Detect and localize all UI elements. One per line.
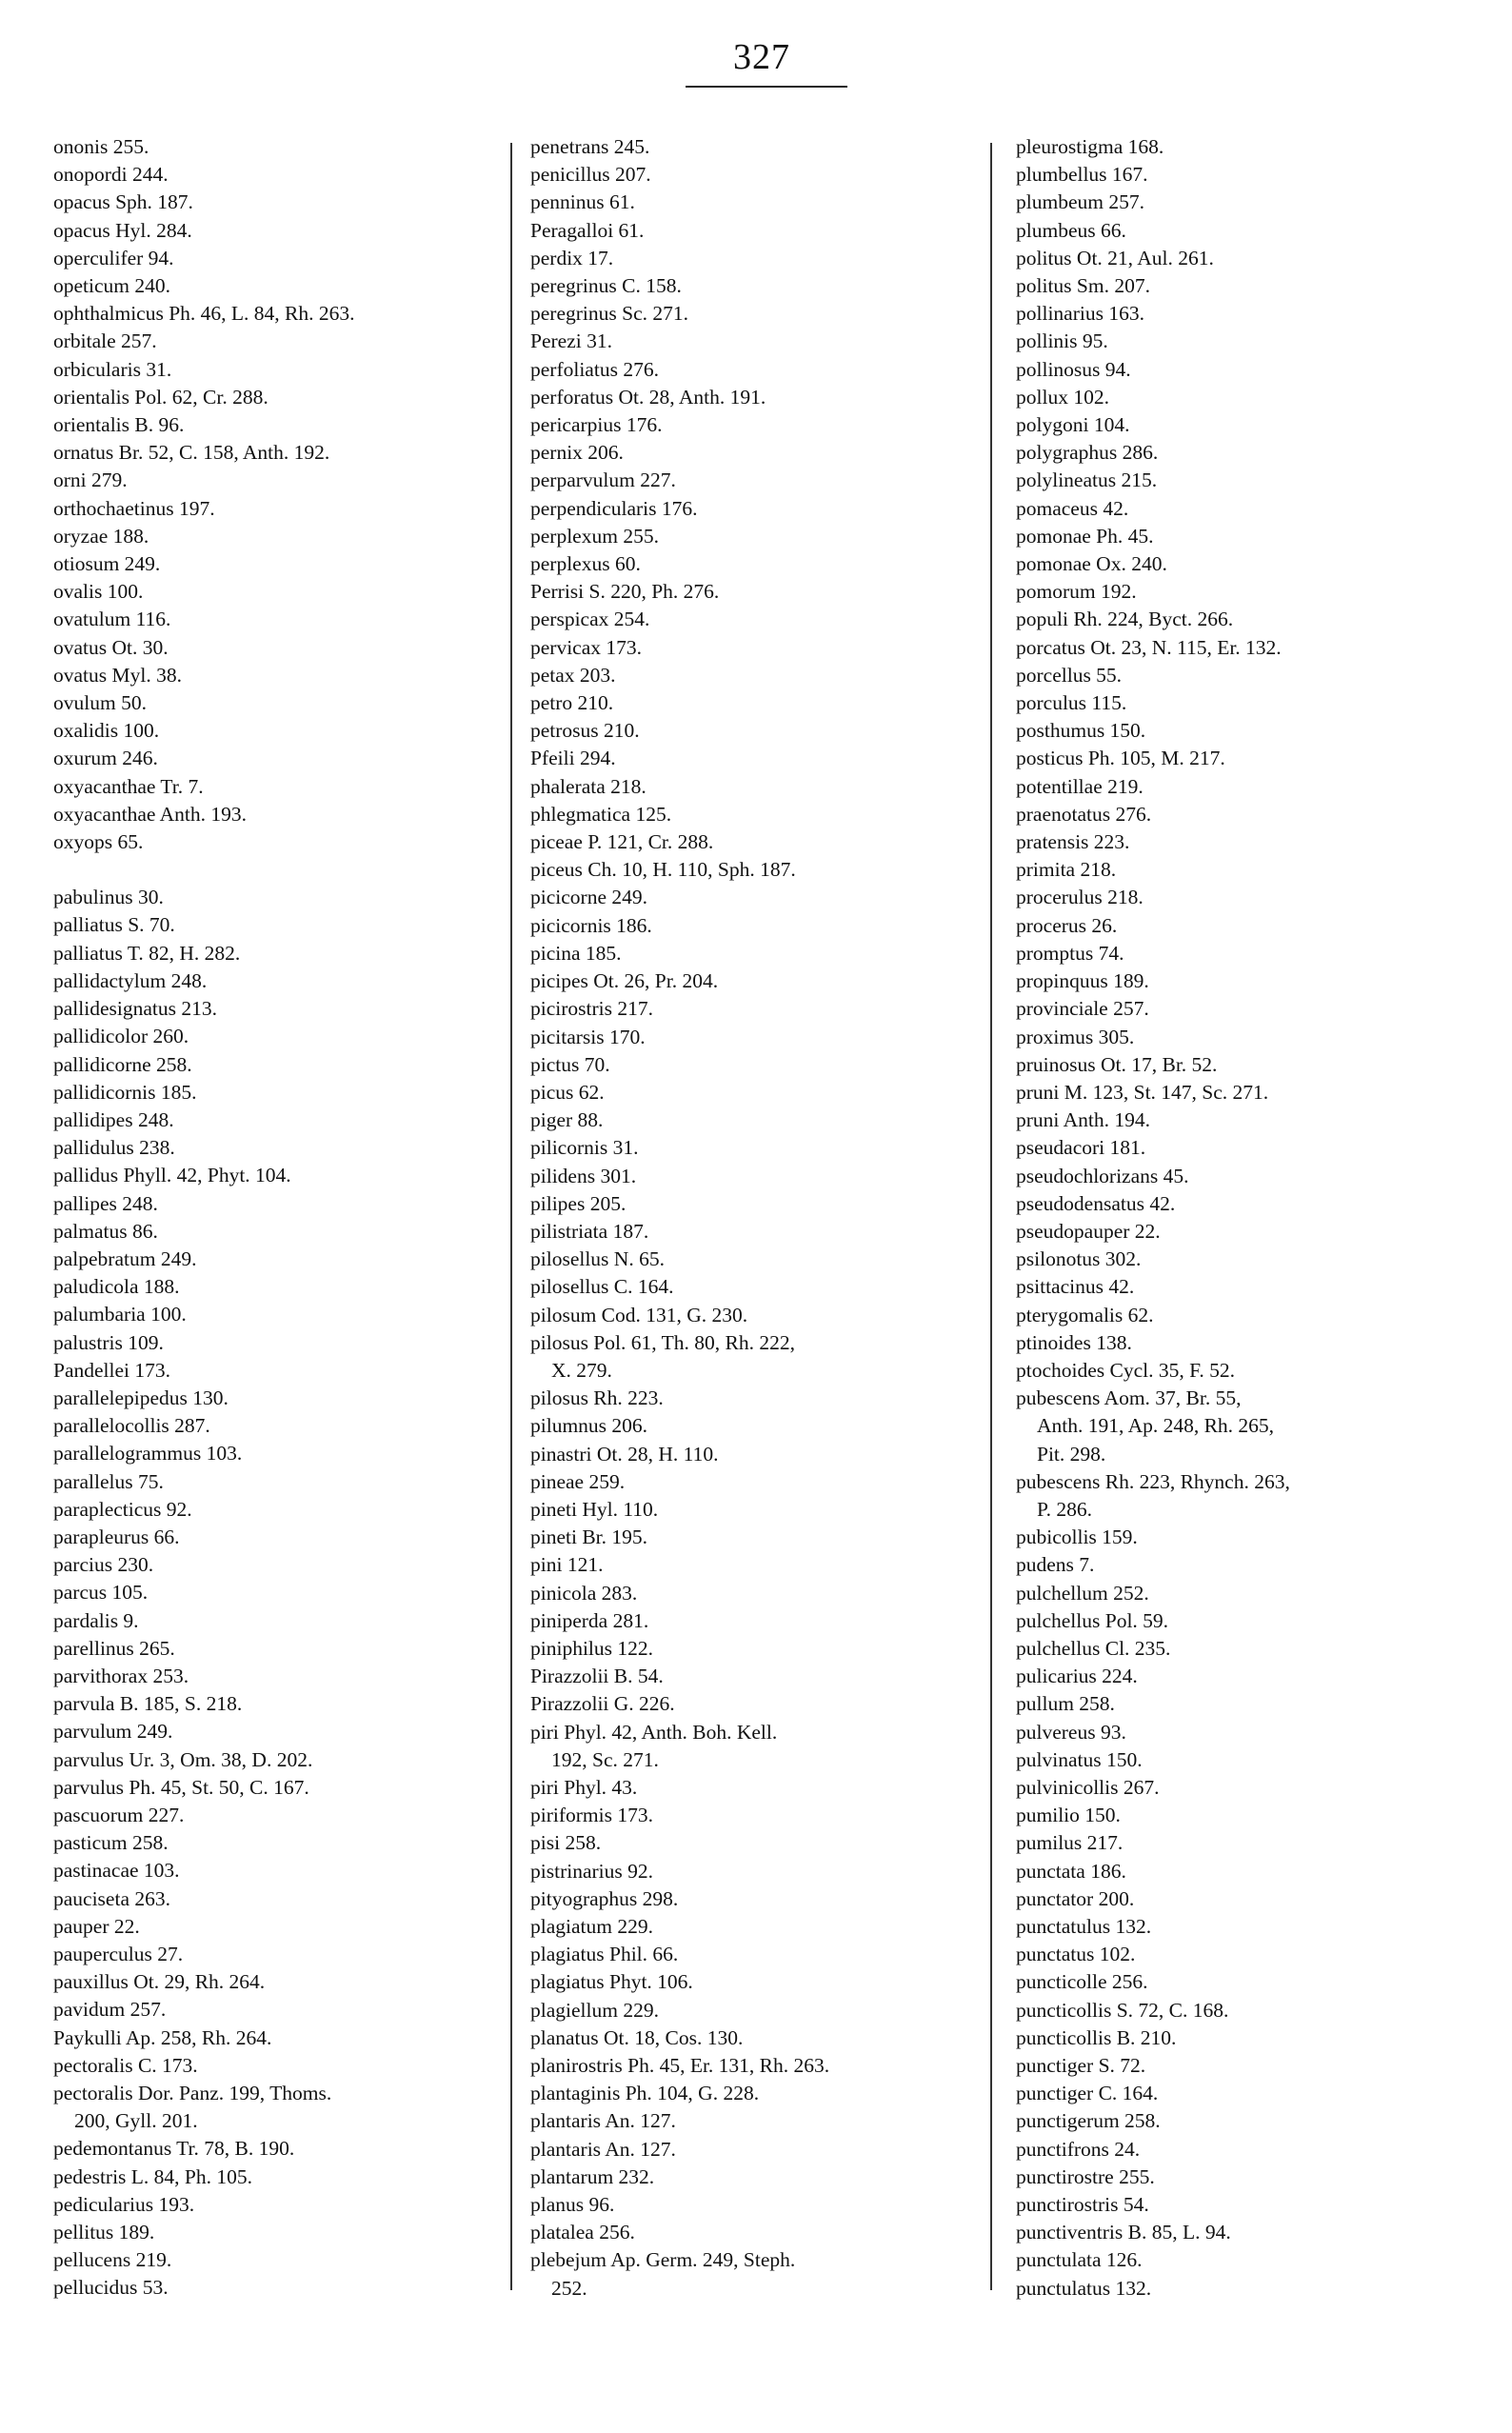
index-entry: pabulinus 30. xyxy=(53,886,164,909)
index-entry-continuation: X. 279. xyxy=(551,1358,612,1382)
index-entry: pauperculus 27. xyxy=(53,1943,184,1965)
index-entry: petrosus 210. xyxy=(530,719,640,743)
index-entry: plumbeus 66. xyxy=(1016,218,1126,242)
index-entry: pollinosus 94. xyxy=(1016,357,1131,381)
index-entry: plumbellus 167. xyxy=(1016,163,1148,187)
index-entry-continuation: 200, Gyll. 201. xyxy=(74,2109,198,2133)
index-entry: parapleurus 66. xyxy=(53,1525,180,1548)
index-entry: pallidicornis 185. xyxy=(53,1080,197,1104)
index-entry: piri Phyl. 43. xyxy=(530,1775,638,1799)
index-entry: procerulus 218. xyxy=(1016,886,1144,909)
index-entry: pollinis 95. xyxy=(1016,329,1108,353)
index-entry: pisi 258. xyxy=(530,1831,602,1855)
index-entry: pulvinatus 150. xyxy=(1016,1747,1143,1771)
index-entry: Perrisi S. 220, Ph. 276. xyxy=(530,580,720,604)
index-entry: potentillae 219. xyxy=(1016,774,1144,798)
index-entry: pineti Br. 195. xyxy=(530,1526,648,1549)
index-entry: orientalis Pol. 62, Cr. 288. xyxy=(53,385,269,409)
index-entry: pallidactylum 248. xyxy=(53,968,208,992)
index-entry: pardalis 9. xyxy=(53,1608,139,1632)
index-entry: pomaceus 42. xyxy=(1016,496,1129,520)
index-entry: porculus 115. xyxy=(1016,691,1127,715)
index-entry: pumilio 150. xyxy=(1016,1804,1121,1827)
index-entry-continuation: Pit. 298. xyxy=(1037,1442,1106,1466)
index-entry: palliatus T. 82, H. 282. xyxy=(53,941,241,965)
index-entry: piri Phyl. 42, Anth. Boh. Kell. xyxy=(530,1720,778,1744)
index-entry: psittacinus 42. xyxy=(1016,1275,1135,1299)
index-entry: piniphilus 122. xyxy=(530,1636,654,1660)
index-entry: planirostris Ph. 45, Er. 131, Rh. 263. xyxy=(530,2054,830,2078)
index-entry: Pfeili 294. xyxy=(530,747,616,770)
index-entry: planus 96. xyxy=(530,2193,615,2217)
index-entry: pratensis 223. xyxy=(1016,830,1130,854)
index-entry: pellucidus 53. xyxy=(53,2276,169,2300)
index-entry: peregrinus C. 158. xyxy=(530,274,682,298)
index-entry: pilipes 205. xyxy=(530,1191,627,1215)
index-entry: peregrinus Sc. 271. xyxy=(530,302,688,326)
index-entry: pulicarius 224. xyxy=(1016,1665,1138,1688)
index-entry: penetrans 245. xyxy=(530,135,650,158)
index-entry: puncticollis S. 72, C. 168. xyxy=(1016,1998,1229,2022)
index-entry: pallipes 248. xyxy=(53,1191,158,1215)
index-entry: pulvereus 93. xyxy=(1016,1720,1126,1744)
index-entry: pulchellum 252. xyxy=(1016,1581,1149,1605)
index-entry: pilidens 301. xyxy=(530,1164,637,1187)
index-entry: pubescens Aom. 37, Br. 55, xyxy=(1016,1386,1242,1410)
section-gap xyxy=(53,856,501,884)
index-column-3 xyxy=(1016,133,1492,2303)
index-entry: plebejum Ap. Germ. 249, Steph. xyxy=(530,2248,796,2272)
index-entry: pulchellus Pol. 59. xyxy=(1016,1608,1169,1632)
index-entry: punctiger S. 72. xyxy=(1016,2054,1146,2078)
index-entry: puncticollis B. 210. xyxy=(1016,2025,1177,2049)
index-entry: porcellus 55. xyxy=(1016,663,1123,687)
index-entry: pistrinarius 92. xyxy=(530,1859,653,1883)
index-entry: Pirazzolii B. 54. xyxy=(530,1665,664,1688)
index-entry: plantaginis Ph. 104, G. 228. xyxy=(530,2082,760,2105)
index-entry: petax 203. xyxy=(530,663,616,687)
index-entry: pilicornis 31. xyxy=(530,1136,639,1160)
index-entry: perpendicularis 176. xyxy=(530,496,698,520)
index-column-1 xyxy=(53,133,501,2303)
index-entry: Pirazzolii G. 226. xyxy=(530,1692,675,1716)
header-rule xyxy=(686,86,847,88)
index-entry: punctifrons 24. xyxy=(1016,2137,1141,2161)
index-entry: pallidus Phyll. 42, Phyt. 104. xyxy=(53,1164,291,1187)
index-entry: parallelogrammus 103. xyxy=(53,1442,243,1466)
index-entry: politus Ot. 21, Aul. 261. xyxy=(1016,246,1214,269)
index-entry: pseudopauper 22. xyxy=(1016,1219,1161,1243)
index-entry: piceus Ch. 10, H. 110, Sph. 187. xyxy=(530,858,796,882)
index-entry: procerus 26. xyxy=(1016,913,1118,937)
index-entry: picus 62. xyxy=(530,1080,605,1104)
index-entry: plagiellum 229. xyxy=(530,1998,659,2022)
index-entry: parvula B. 185, S. 218. xyxy=(53,1692,243,1716)
index-entry: porcatus Ot. 23, N. 115, Er. 132. xyxy=(1016,635,1282,659)
index-entry: politus Sm. 207. xyxy=(1016,274,1150,298)
index-entry: Pandellei 173. xyxy=(53,1358,171,1382)
index-entry: punctigerum 258. xyxy=(1016,2109,1161,2133)
index-entry: ovatus Ot. 30. xyxy=(53,635,169,659)
index-entry: posticus Ph. 105, M. 217. xyxy=(1016,747,1225,770)
index-entry: parvulum 249. xyxy=(53,1720,173,1744)
index-entry: orbitale 257. xyxy=(53,329,157,353)
index-entry: phlegmatica 125. xyxy=(530,802,672,826)
index-entry: onopordi 244. xyxy=(53,163,169,187)
index-entry: parvithorax 253. xyxy=(53,1664,189,1687)
index-entry: penicillus 207. xyxy=(530,163,651,187)
index-entry: plantaris An. 127. xyxy=(530,2109,676,2133)
index-entry: palustris 109. xyxy=(53,1330,164,1354)
column-divider xyxy=(510,143,512,2290)
index-entry: punctiger C. 164. xyxy=(1016,2082,1159,2105)
index-entry: pictus 70. xyxy=(530,1052,610,1076)
index-entry: pomorum 192. xyxy=(1016,580,1137,604)
index-entry: ovalis 100. xyxy=(53,580,144,604)
index-entry: pumilus 217. xyxy=(1016,1831,1124,1855)
index-entry: opeticum 240. xyxy=(53,274,171,298)
index-entry: pinastri Ot. 28, H. 110. xyxy=(530,1442,719,1466)
index-entry: perfoliatus 276. xyxy=(530,357,659,381)
index-entry: picirostris 217. xyxy=(530,997,653,1021)
index-entry: orthochaetinus 197. xyxy=(53,496,215,520)
index-entry: palpebratum 249. xyxy=(53,1246,197,1270)
index-entry: pollinarius 163. xyxy=(1016,302,1144,326)
index-entry: Perezi 31. xyxy=(530,329,612,353)
index-entry: pineae 259. xyxy=(530,1469,626,1493)
index-entry: pulchellus Cl. 235. xyxy=(1016,1636,1171,1660)
index-entry: pallidipes 248. xyxy=(53,1107,174,1131)
index-entry: parellinus 265. xyxy=(53,1636,175,1660)
index-entry: pityographus 298. xyxy=(530,1886,679,1910)
index-entry: pilosellus C. 164. xyxy=(530,1275,674,1299)
index-entry: parcius 230. xyxy=(53,1553,154,1577)
index-entry: planatus Ot. 18, Cos. 130. xyxy=(530,2025,744,2049)
index-entry: polygoni 104. xyxy=(1016,413,1130,437)
index-entry: paraplecticus 92. xyxy=(53,1497,192,1521)
index-entry: plantaris An. 127. xyxy=(530,2137,676,2161)
index-entry: picicornis 186. xyxy=(530,913,652,937)
index-entry: orbicularis 31. xyxy=(53,357,172,381)
index-entry-continuation: 192, Sc. 271. xyxy=(551,1747,659,1771)
index-entry: pastinacae 103. xyxy=(53,1859,180,1883)
index-entry: pervicax 173. xyxy=(530,635,643,659)
index-entry: ovatus Myl. 38. xyxy=(53,663,182,687)
index-entry: oxyops 65. xyxy=(53,830,144,854)
index-entry: pilosellus N. 65. xyxy=(530,1247,665,1271)
index-entry: pilosus Rh. 223. xyxy=(530,1386,664,1410)
index-entry: plagiatum 229. xyxy=(530,1915,653,1938)
index-entry: otiosum 249. xyxy=(53,552,161,576)
page-number: 327 xyxy=(733,37,790,77)
index-entry: oxyacanthae Anth. 193. xyxy=(53,802,248,826)
index-entry: parallelus 75. xyxy=(53,1469,164,1493)
index-entry: parvulus Ph. 45, St. 50, C. 167. xyxy=(53,1775,309,1799)
index-entry: pasticum 258. xyxy=(53,1831,169,1855)
index-entry: orientalis B. 96. xyxy=(53,413,185,437)
index-entry: ptinoides 138. xyxy=(1016,1330,1132,1354)
index-entry: pauper 22. xyxy=(53,1914,140,1938)
index-entry: perparvulum 227. xyxy=(530,469,676,492)
index-entry: oxyacanthae Tr. 7. xyxy=(53,774,204,798)
index-entry: paludicola 188. xyxy=(53,1275,180,1299)
index-entry: piniperda 281. xyxy=(530,1608,649,1632)
index-entry: opacus Hyl. 284. xyxy=(53,218,192,242)
index-entry: pellucens 219. xyxy=(53,2248,172,2272)
index-entry: punctulata 126. xyxy=(1016,2248,1143,2272)
index-entry: pallidicolor 260. xyxy=(53,1025,189,1048)
index-entry: pilosum Cod. 131, G. 230. xyxy=(530,1303,748,1326)
index-entry: piriformis 173. xyxy=(530,1804,653,1827)
index-entry: pedicularius 193. xyxy=(53,2192,195,2216)
index-entry: oxurum 246. xyxy=(53,747,158,770)
index-entry: posthumus 150. xyxy=(1016,719,1146,743)
index-entry: parallelepipedus 130. xyxy=(53,1386,229,1409)
index-entry: pudens 7. xyxy=(1016,1553,1095,1577)
index-entry: plagiatus Phil. 66. xyxy=(530,1943,679,1966)
index-entry: perforatus Ot. 28, Anth. 191. xyxy=(530,385,766,409)
index-entry: pallidulus 238. xyxy=(53,1136,175,1160)
index-entry: psilonotus 302. xyxy=(1016,1247,1142,1271)
index-entry: pullum 258. xyxy=(1016,1692,1115,1716)
index-entry: pollux 102. xyxy=(1016,385,1109,409)
index-entry: puncticolle 256. xyxy=(1016,1970,1148,1994)
index-entry: picina 185. xyxy=(530,941,622,965)
index-entry: palumbaria 100. xyxy=(53,1303,187,1326)
index-entry: pubescens Rh. 223, Rhynch. 263, xyxy=(1016,1469,1290,1493)
index-entry: pilumnus 206. xyxy=(530,1414,648,1438)
index-entry: pilosus Pol. 61, Th. 80, Rh. 222, xyxy=(530,1330,795,1354)
index-entry: punctiventris B. 85, L. 94. xyxy=(1016,2221,1231,2244)
index-entry: picicorne 249. xyxy=(530,886,647,909)
index-entry: pruni M. 123, St. 147, Sc. 271. xyxy=(1016,1080,1269,1104)
index-entry: pruni Anth. 194. xyxy=(1016,1108,1150,1132)
index-entry: pedemontanus Tr. 78, B. 190. xyxy=(53,2137,295,2161)
index-entry: punctirostris 54. xyxy=(1016,2193,1149,2217)
index-entry: piceae P. 121, Cr. 288. xyxy=(530,830,714,854)
index-entry: picitarsis 170. xyxy=(530,1025,646,1048)
index-entry: pellitus 189. xyxy=(53,2221,155,2244)
index-entry: plantarum 232. xyxy=(530,2164,655,2188)
index-entry-continuation: Anth. 191, Ap. 248, Rh. 265, xyxy=(1037,1414,1275,1438)
index-entry: pini 121. xyxy=(530,1553,604,1577)
index-entry: pterygomalis 62. xyxy=(1016,1303,1154,1326)
index-entry: penninus 61. xyxy=(530,190,635,214)
index-entry-continuation: 252. xyxy=(551,2276,587,2300)
index-entry: plagiatus Phyt. 106. xyxy=(530,1970,693,1994)
index-entry: perdix 17. xyxy=(530,246,614,269)
index-entry: pruinosus Ot. 17, Br. 52. xyxy=(1016,1052,1218,1076)
index-entry: promptus 74. xyxy=(1016,941,1124,965)
index-entry: platalea 256. xyxy=(530,2221,635,2244)
index-entry: pericarpius 176. xyxy=(530,413,663,437)
index-entry: parallelocollis 287. xyxy=(53,1414,210,1438)
index-entry: populi Rh. 224, Byct. 266. xyxy=(1016,608,1234,631)
index-entry: pascuorum 227. xyxy=(53,1803,185,1826)
index-entry-continuation: P. 286. xyxy=(1037,1497,1092,1521)
index-entry: polygraphus 286. xyxy=(1016,441,1159,465)
index-entry: punctatus 102. xyxy=(1016,1943,1136,1966)
index-entry: pectoralis Dor. Panz. 199, Thoms. xyxy=(53,2082,332,2105)
index-entry: pubicollis 159. xyxy=(1016,1526,1138,1549)
index-entry: polylineatus 215. xyxy=(1016,469,1158,492)
index-entry: parvulus Ur. 3, Om. 38, D. 202. xyxy=(53,1747,313,1771)
index-entry: palmatus 86. xyxy=(53,1219,158,1243)
index-entry: ophthalmicus Ph. 46, L. 84, Rh. 263. xyxy=(53,302,355,326)
index-entry: oxalidis 100. xyxy=(53,719,160,743)
index-entry: petro 210. xyxy=(530,691,614,715)
index-entry: pallidesignatus 213. xyxy=(53,997,217,1021)
index-entry: pineti Hyl. 110. xyxy=(530,1497,659,1521)
index-entry: punctator 200. xyxy=(1016,1886,1135,1910)
index-entry: proximus 305. xyxy=(1016,1025,1135,1048)
index-entry: phalerata 218. xyxy=(530,774,647,798)
index-entry: perplexus 60. xyxy=(530,552,641,576)
index-entry: plumbeum 257. xyxy=(1016,190,1144,214)
index-entry: ononis 255. xyxy=(53,135,149,158)
index-entry: ornatus Br. 52, C. 158, Anth. 192. xyxy=(53,441,330,465)
index-entry: palliatus S. 70. xyxy=(53,913,175,937)
index-entry: ovatulum 116. xyxy=(53,608,171,631)
index-entry: oryzae 188. xyxy=(53,524,149,548)
index-entry: pinicola 283. xyxy=(530,1581,638,1605)
index-entry: pilistriata 187. xyxy=(530,1219,649,1243)
index-entry: perspicax 254. xyxy=(530,608,650,631)
index-entry: piger 88. xyxy=(530,1108,604,1132)
index-entry: punctirostre 255. xyxy=(1016,2164,1155,2188)
index-entry: pedestris L. 84, Ph. 105. xyxy=(53,2164,253,2188)
index-column-2 xyxy=(530,133,978,2303)
index-entry: ptochoides Cycl. 35, F. 52. xyxy=(1016,1358,1235,1382)
index-entry: Paykulli Ap. 258, Rh. 264. xyxy=(53,2025,272,2049)
index-entry: ovulum 50. xyxy=(53,691,147,715)
index-entry: pseudacori 181. xyxy=(1016,1136,1146,1160)
index-entry: punctulatus 132. xyxy=(1016,2276,1152,2300)
index-entry: pernix 206. xyxy=(530,441,624,465)
index-entry: praenotatus 276. xyxy=(1016,802,1152,826)
index-entry: pectoralis C. 173. xyxy=(53,2053,198,2077)
index-entry: operculifer 94. xyxy=(53,246,174,269)
index-entry: pomonae Ph. 45. xyxy=(1016,524,1154,548)
index-entry: provinciale 257. xyxy=(1016,997,1149,1021)
index-entry: pleurostigma 168. xyxy=(1016,135,1164,158)
index-entry: Peragalloi 61. xyxy=(530,218,645,242)
index-entry: parcus 105. xyxy=(53,1581,149,1605)
index-entry: pseudochlorizans 45. xyxy=(1016,1164,1189,1187)
index-entry: pallidicorne 258. xyxy=(53,1052,192,1076)
column-divider xyxy=(990,143,992,2290)
index-entry: primita 218. xyxy=(1016,858,1117,882)
index-entry: opacus Sph. 187. xyxy=(53,190,193,214)
index-entry: pomonae Ox. 240. xyxy=(1016,552,1167,576)
index-entry: pauxillus Ot. 29, Rh. 264. xyxy=(53,1970,266,1994)
index-entry: propinquus 189. xyxy=(1016,969,1149,993)
index-entry: orni 279. xyxy=(53,469,128,492)
index-entry: punctatulus 132. xyxy=(1016,1915,1152,1938)
index-entry: pulvinicollis 267. xyxy=(1016,1775,1160,1799)
index-entry: punctata 186. xyxy=(1016,1859,1126,1883)
index-entry: picipes Ot. 26, Pr. 204. xyxy=(530,969,719,993)
index-entry: pauciseta 263. xyxy=(53,1886,170,1910)
index-entry: perplexum 255. xyxy=(530,524,659,548)
index-entry: pavidum 257. xyxy=(53,1998,167,2022)
index-entry: pseudodensatus 42. xyxy=(1016,1191,1176,1215)
